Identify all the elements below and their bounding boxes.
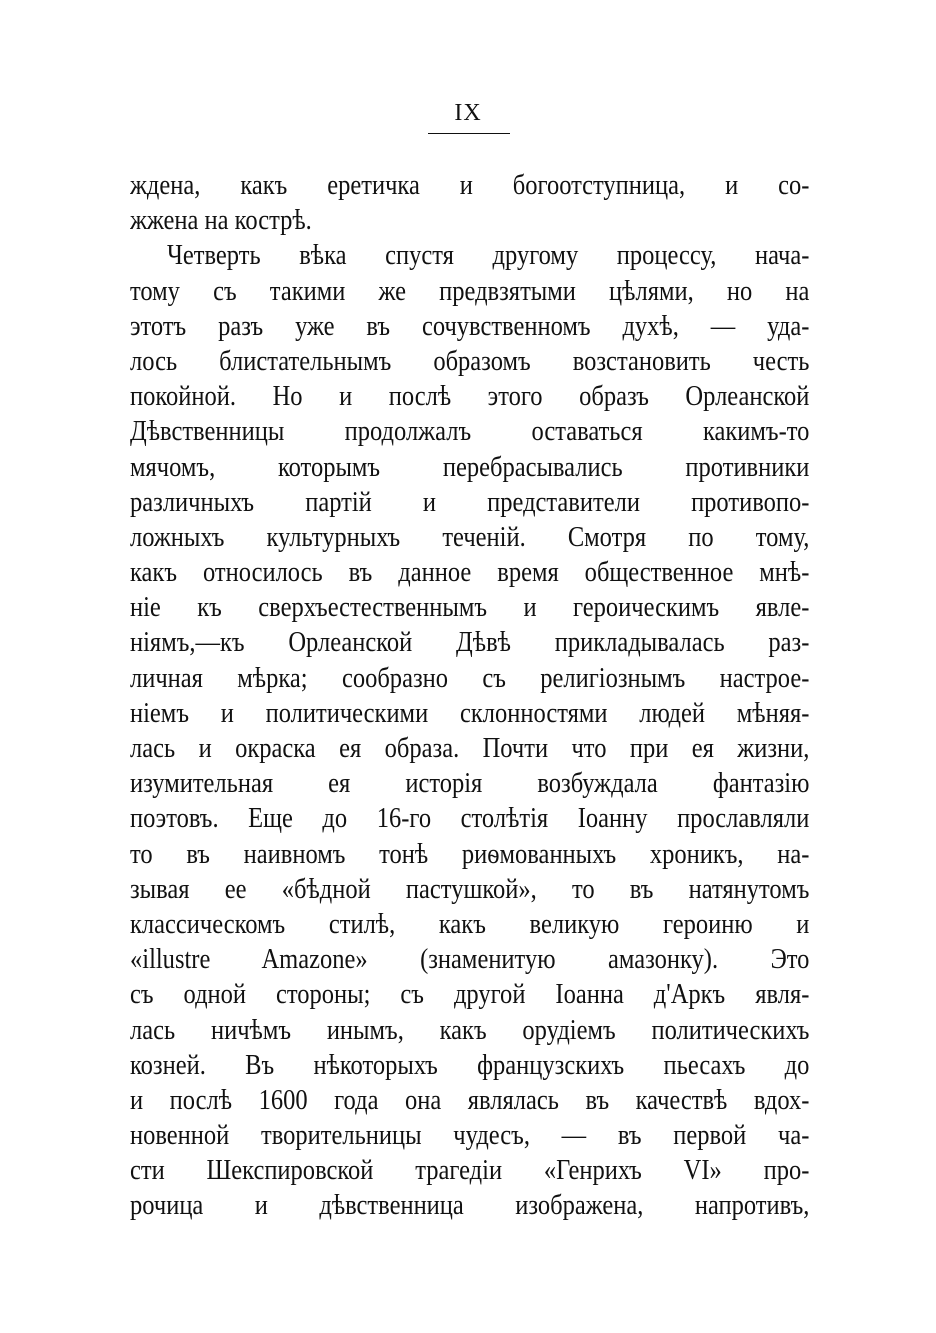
text-line: личная мѣрка; сообразно съ религіознымъ настрое- xyxy=(130,662,810,694)
text-line: какъ относилось въ данное время общественное мнѣ- xyxy=(130,557,810,589)
page-number: IX xyxy=(454,100,482,126)
text-line: изумительная ея исторія возбуждала фантазію xyxy=(130,768,810,800)
text-line: различныхъ партій и представители противопо- xyxy=(130,486,810,518)
text-line: новенной творительницы чудесъ, — въ первой ча- xyxy=(130,1120,810,1152)
text-line: ніемъ и политическими склонностями людей мѣняя- xyxy=(130,697,810,729)
text-line: поэтовъ. Еще до 16-го столѣтія Іоанну прославляли xyxy=(130,803,810,835)
text-line: «illustre Amazone» (знаменитую амазонку). Это xyxy=(130,944,810,976)
text-line: покойной. Но и послѣ этого образъ Орлеанской xyxy=(130,381,810,413)
text-line: съ одной стороны; съ другой Іоанна д'Аркъ явля- xyxy=(130,979,810,1011)
text-line: тому съ такими же предвзятыми цѣлями, но на xyxy=(130,275,810,307)
text-line: классическомъ стилѣ, какъ великую героиню и xyxy=(130,908,810,940)
text-line: Четверть вѣка спустя другому процессу, нача- xyxy=(166,240,810,272)
text-line: Дѣвственницы продолжалъ оставаться какимъ-то xyxy=(130,416,810,448)
body-text xyxy=(130,168,810,1224)
text-line: и послѣ 1600 года она являлась въ качествѣ вдох- xyxy=(130,1084,810,1116)
text-line: козней. Въ нѣкоторыхъ французскихъ пьесахъ до xyxy=(130,1049,810,1081)
text-line: лось блистательнымъ образомъ возстановить честь xyxy=(130,345,810,377)
text-line: лась и окраска ея образа. Почти что при ея жизни, xyxy=(130,733,810,764)
text-line: мячомъ, которымъ перебрасывались противники xyxy=(130,451,810,483)
text-line: этотъ разъ уже въ сочувственномъ духѣ, — уда- xyxy=(130,310,810,342)
text-line: ложныхъ культурныхъ теченій. Смотря по тому, xyxy=(130,521,810,553)
text-line: зывая ее «бѣдной пастушкой», то въ натянутомъ xyxy=(130,873,810,905)
text-line: лась ничѣмъ инымъ, какъ орудіемъ политическихъ xyxy=(130,1014,810,1046)
text-line: ніямъ,—къ Орлеанской Дѣвѣ прикладывалась раз- xyxy=(130,627,810,659)
text-line: то въ наивномъ тонѣ риѳмованныхъ хроникъ, на- xyxy=(130,838,810,870)
text-line: сти Шекспировской трагедіи «Генрихъ VI» про- xyxy=(130,1155,810,1187)
text-line: жжена на кострѣ. xyxy=(130,205,312,237)
header-rule xyxy=(428,133,510,134)
text-line: ніе къ сверхъестественнымъ и героическимъ явле- xyxy=(130,592,810,624)
text-line: ждена, какъ еретичка и богоотступница, и со- xyxy=(130,170,810,201)
text-line: рочица и дѣвственница изображена, напротивъ, xyxy=(130,1190,810,1222)
